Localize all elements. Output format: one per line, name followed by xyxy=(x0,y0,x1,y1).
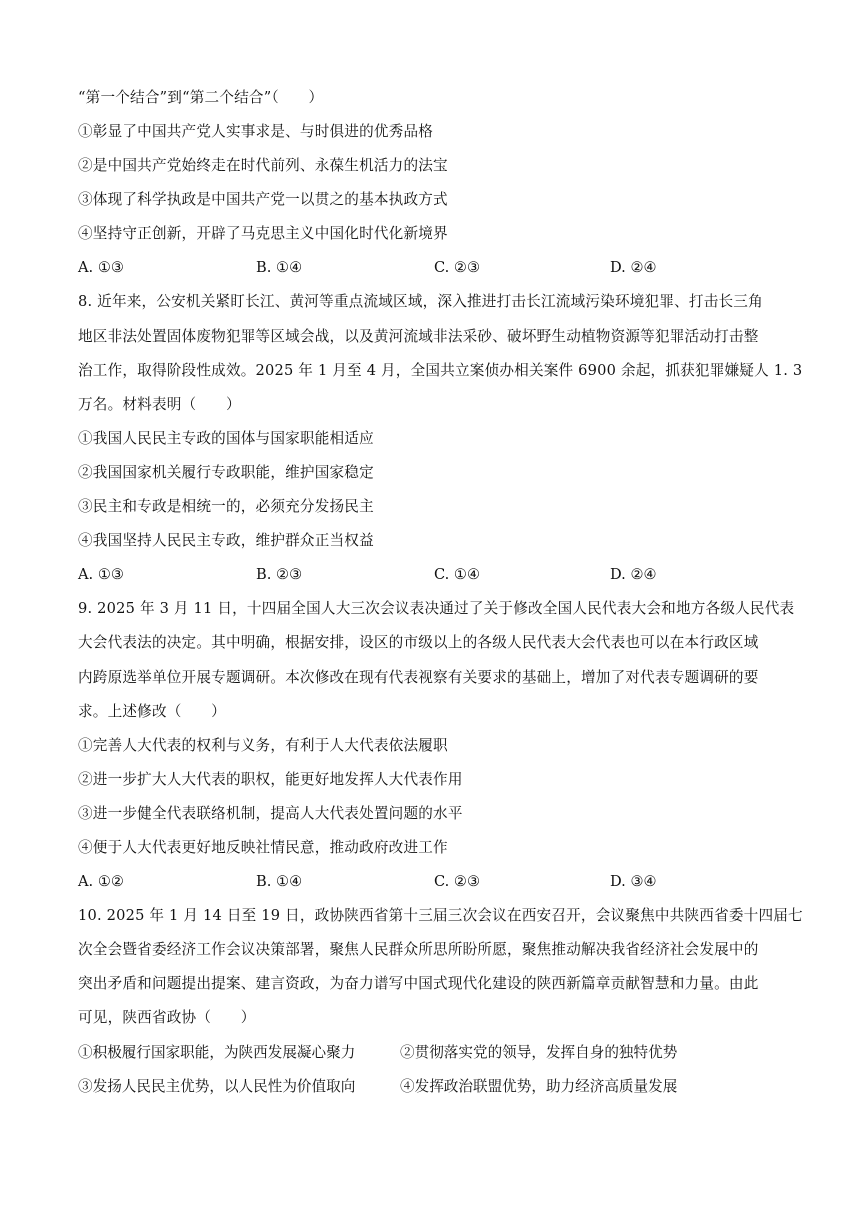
q9-option-3: ③进一步健全代表联络机制，提高人大代表处置问题的水平 xyxy=(78,805,463,822)
q8-stem-line-2: 地区非法处置固体废物犯罪等区域会战，以及黄河流域非法采砂、破坏野生动植物资源等犯罪活动打击整 xyxy=(78,328,759,345)
q9-stem-line-2: 大会代表法的决定。其中明确，根据安排，设区的市级以上的各级人民代表大会代表也可以在本行政区域 xyxy=(78,634,759,651)
q7-option-4: ④坚持守正创新，开辟了马克思主义中国化时代化新境界 xyxy=(78,225,448,242)
q10-option-1: ①积极履行国家职能，为陕西发展凝心聚力 xyxy=(78,1044,356,1061)
q10-stem-line-1: 10. 2025 年 1 月 14 日至 19 日，政协陕西省第十三届三次会议在西安召开，会议聚焦中共陕西省委十四届七 xyxy=(78,907,803,924)
q8-option-4: ④我国坚持人民民主专政，维护群众正当权益 xyxy=(78,532,374,549)
q9-option-1: ①完善人大代表的权利与义务，有利于人大代表依法履职 xyxy=(78,737,448,754)
q8-choice-a[interactable]: A. ①③ xyxy=(78,566,124,583)
q10-stem-line-2: 次全会暨省委经济工作会议决策部署，聚焦人民群众所思所盼所愿，聚焦推动解决我省经济社会发展中的 xyxy=(78,941,759,958)
q7-choice-d[interactable]: D. ②④ xyxy=(610,259,657,276)
q10-options-row-1 xyxy=(78,1043,798,1063)
q9-stem-line-3: 内跨原选举单位开展专题调研。本次修改在现有代表视察有关要求的基础上，增加了对代表专题调研的要 xyxy=(78,669,759,686)
q7-option-1: ①彰显了中国共产党人实事求是、与时俱进的优秀品格 xyxy=(78,123,434,140)
q7-choice-b[interactable]: B. ①④ xyxy=(256,259,303,276)
q9-choice-d[interactable]: D. ③④ xyxy=(610,873,657,890)
q9-choice-a[interactable]: A. ①② xyxy=(78,873,124,890)
q7-option-2: ②是中国共产党始终走在时代前列、永葆生机活力的法宝 xyxy=(78,157,448,174)
q10-stem-line-3: 突出矛盾和问题提出提案、建言资政，为奋力谱写中国式现代化建设的陕西新篇章贡献智慧和力量。由此 xyxy=(78,975,759,992)
q8-option-3: ③民主和专政是相统一的，必须充分发扬民主 xyxy=(78,498,374,515)
q10-option-2: ②贯彻落实党的领导，发挥自身的独特优势 xyxy=(400,1044,678,1061)
q7-choices xyxy=(78,258,798,278)
q9-option-4: ④便于人大代表更好地反映社情民意，推动政府改进工作 xyxy=(78,839,448,856)
q9-choices xyxy=(78,872,798,892)
q8-stem-line-4: 万名。材料表明（ ） xyxy=(78,396,241,413)
q8-stem-line-3: 治工作，取得阶段性成效。2025 年 1 月至 4 月，全国共立案侦办相关案件 6900 余起，抓获犯罪嫌疑人 1. 3 xyxy=(78,362,803,379)
q8-choice-b[interactable]: B. ②③ xyxy=(256,566,303,583)
q9-choice-c[interactable]: C. ②③ xyxy=(434,873,481,890)
q10-option-3: ③发扬人民民主优势，以人民性为价值取向 xyxy=(78,1078,356,1095)
q10-option-4: ④发挥政治联盟优势，助力经济高质量发展 xyxy=(400,1078,678,1095)
q9-choice-b[interactable]: B. ①④ xyxy=(256,873,303,890)
q10-options-row-2 xyxy=(78,1077,798,1097)
q7-choice-c[interactable]: C. ②③ xyxy=(434,259,481,276)
q7-choice-a[interactable]: A. ①③ xyxy=(78,259,124,276)
q8-choice-c[interactable]: C. ①④ xyxy=(434,566,481,583)
q8-choices xyxy=(78,565,798,585)
q10-stem-line-4: 可见，陕西省政协（ ） xyxy=(78,1009,256,1026)
q8-choice-d[interactable]: D. ②④ xyxy=(610,566,657,583)
q9-stem-line-1: 9. 2025 年 3 月 11 日，十四届全国人大三次会议表决通过了关于修改全国人民代表大会和地方各级人民代表 xyxy=(78,600,795,617)
q9-option-2: ②进一步扩大人大代表的职权，能更好地发挥人大代表作用 xyxy=(78,771,463,788)
q7-stem-tail: “第一个结合”到“第二个结合”（ ） xyxy=(78,89,324,106)
q7-option-3: ③体现了科学执政是中国共产党一以贯之的基本执政方式 xyxy=(78,191,448,208)
q8-option-2: ②我国国家机关履行专政职能，维护国家稳定 xyxy=(78,464,374,481)
q8-stem-line-1: 8. 近年来，公安机关紧盯长江、黄河等重点流域区域，深入推进打击长江流域污染环境犯罪、打击长三角 xyxy=(78,293,763,310)
q9-stem-line-4: 求。上述修改（ ） xyxy=(78,703,226,720)
q8-option-1: ①我国人民民主专政的国体与国家职能相适应 xyxy=(78,430,374,447)
